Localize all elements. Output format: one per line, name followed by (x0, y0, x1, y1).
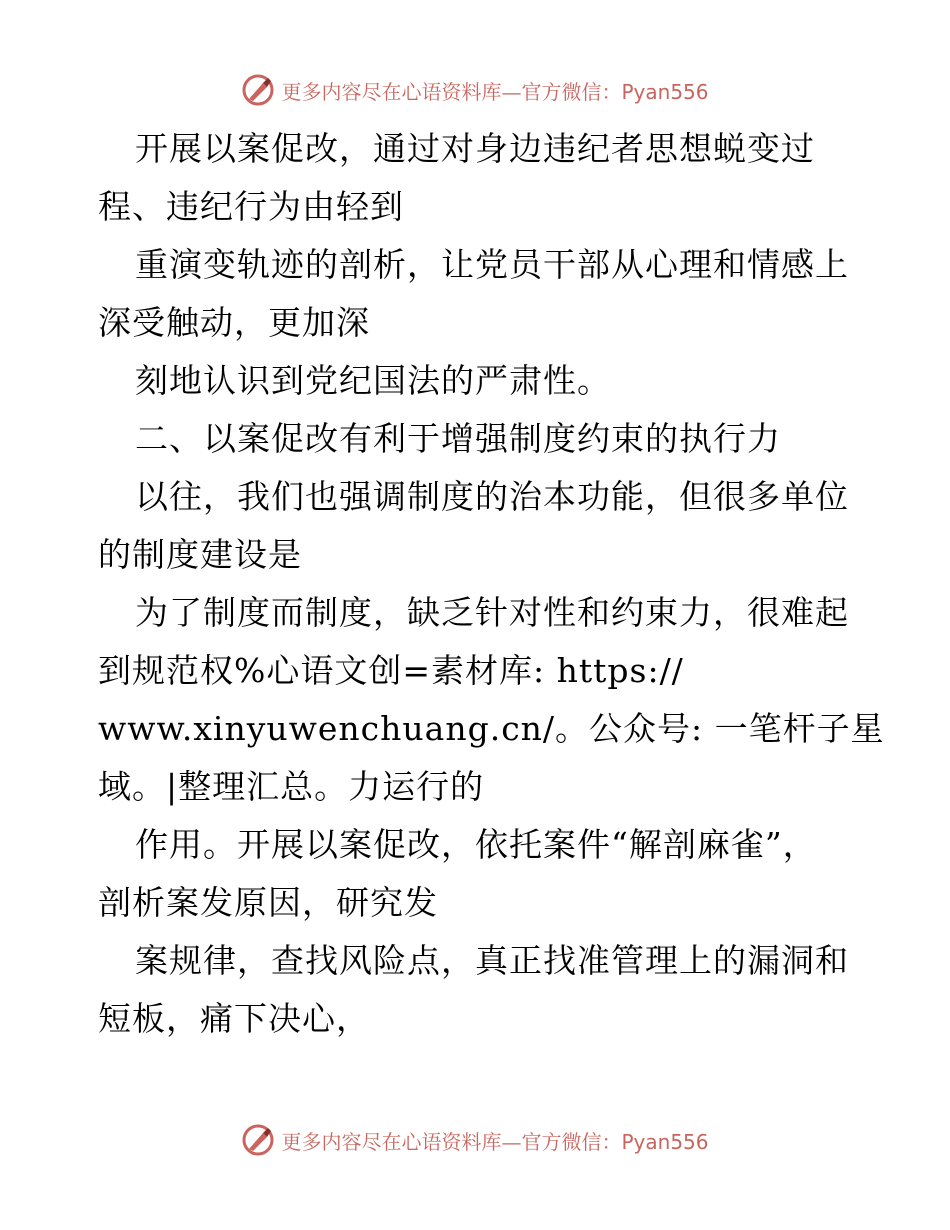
body-line: 程、违纪行为由轻到 (98, 187, 404, 226)
body-line: 到规范权%心语文创=素材库: https:// (98, 651, 684, 690)
body-line: 为了制度而制度，缺乏针对性和约束力，很难起 (135, 593, 849, 632)
body-line: 深受触动，更加深 (98, 303, 370, 342)
body-line: 剖析案发原因，研究发 (98, 883, 438, 922)
body-line: 开展以案促改，通过对身边违纪者思想蜕变过 (135, 129, 815, 168)
header-watermark-text: 更多内容尽在心语资料库—官方微信：Pyan556 (281, 79, 709, 104)
body-line: 刻地认识到党纪国法的严肃性。 (135, 361, 611, 400)
body-line: 作用。开展以案促改，依托案件“解剖麻雀”， (135, 825, 817, 864)
pen-logo-icon (241, 73, 275, 107)
footer-watermark-text: 更多内容尽在心语资料库—官方微信：Pyan556 (281, 1129, 709, 1154)
pen-logo-icon (241, 1123, 275, 1157)
header-watermark-banner (0, 70, 950, 110)
body-line: 重演变轨迹的剖析，让党员干部从心理和情感上 (135, 245, 849, 284)
footer-watermark-banner (0, 1120, 950, 1160)
body-line: 以往，我们也强调制度的治本功能，但很多单位 (135, 477, 849, 516)
body-line: www.xinyuwenchuang.cn/。公众号: 一笔杆子星 (98, 709, 885, 748)
body-line: 短板，痛下决心， (98, 999, 370, 1038)
body-line: 的制度建设是 (98, 535, 302, 574)
section-heading: 二、以案促改有利于增强制度约束的执行力 (135, 419, 781, 458)
body-line: 域。|整理汇总。力运行的 (98, 767, 485, 806)
header-wechat-id: Pyan556 (621, 79, 709, 104)
body-line: 案规律，查找风险点，真正找准管理上的漏洞和 (135, 941, 849, 980)
document-body (98, 120, 885, 1048)
footer-wechat-id: Pyan556 (621, 1129, 709, 1154)
